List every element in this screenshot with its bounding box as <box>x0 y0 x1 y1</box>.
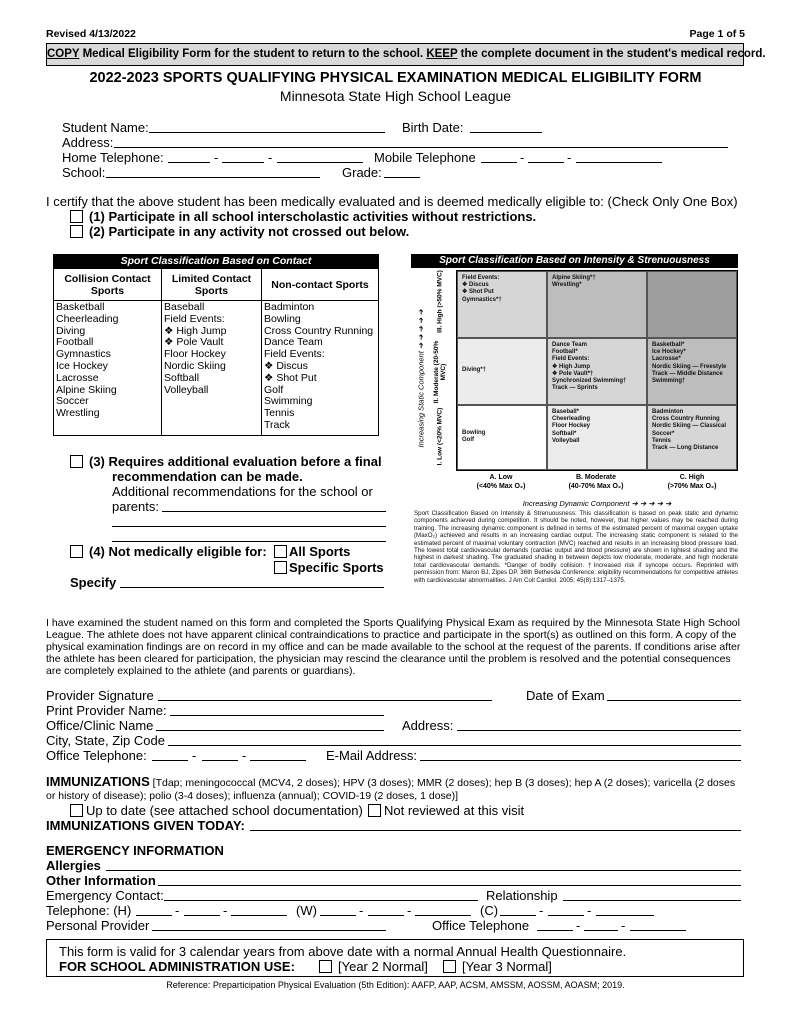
cell-low-high: Badminton Cross Country Running Nordic Skiing — Classical Soccer* Tennis Track — Long Distance <box>647 405 737 470</box>
list-item: Football <box>56 336 94 349</box>
limited-header: Limited Contact Sports <box>162 269 262 301</box>
year-2-option[interactable] <box>319 959 428 974</box>
cell-high-moderate: Alpine Skiing*† Wrestling* <box>547 271 647 338</box>
copy-word: COPY <box>47 48 80 60</box>
tel-c-line-field[interactable] <box>596 915 654 916</box>
list-item: Alpine Skiing <box>56 383 117 396</box>
all-sports-option[interactable] <box>274 544 350 559</box>
cell-high-low: Field Events: ❖ Discus ❖ Shot Put Gymnastics*† <box>457 271 547 338</box>
office-name-label: Office/Clinic Name <box>46 718 154 733</box>
provider-office-tel-label: Office Telephone <box>432 918 530 933</box>
col-label-high: C. High (>70% Max O₂) <box>667 474 717 490</box>
print-name-field[interactable] <box>170 715 384 716</box>
option-2-label: (2) Participate in any activity not crossed out below. <box>89 224 410 239</box>
home-tel-area-field[interactable] <box>168 162 210 163</box>
immunizations-label: IMMUNIZATIONS <box>46 774 150 789</box>
school-label: School: <box>62 165 106 180</box>
provider-tel-line-field[interactable] <box>630 930 686 931</box>
dynamic-axis-label: Increasing Dynamic Component ➔ ➔ ➔ ➔ ➔ <box>522 499 672 508</box>
list-item: ❖ Pole Vault <box>164 336 224 349</box>
provider-address-label: Address: <box>402 718 454 733</box>
reference-note: Reference: Preparticipation Physical Evaluation (5th Edition): AAFP, AAP, ACSM, AMSSM, AOSSM, AOASM; 2019. <box>166 980 625 990</box>
intensity-grid <box>456 270 738 471</box>
given-today-field[interactable] <box>250 830 741 831</box>
office-tel-area-field[interactable] <box>152 760 188 761</box>
list-item: Golf <box>264 383 284 396</box>
validity-text: This form is valid for 3 calendar years from above date with a normal Annual Health Questionnaire. <box>59 944 627 959</box>
validity-box <box>46 939 744 977</box>
option-3-line4: parents: <box>112 499 159 514</box>
list-item: Wrestling <box>56 407 100 420</box>
mobile-area-field[interactable] <box>481 162 517 163</box>
birth-date-field[interactable] <box>470 132 542 133</box>
list-item: Badminton <box>264 301 315 313</box>
mobile-line-field[interactable] <box>576 162 662 163</box>
row-label-high: III. High (>50% MVC) <box>436 270 444 333</box>
allergies-field[interactable] <box>106 870 741 871</box>
birth-date-label: Birth Date: <box>402 120 464 135</box>
list-item: Floor Hockey <box>164 348 226 361</box>
personal-provider-label: Personal Provider <box>46 918 150 933</box>
list-item: ❖ Discus <box>264 359 308 372</box>
option-3-checkbox[interactable] <box>70 455 83 468</box>
other-info-label: Other Information <box>46 873 156 888</box>
city-state-zip-label: City, State, Zip Code <box>46 733 165 748</box>
grade-field[interactable] <box>384 177 420 178</box>
exam-date-label: Date of Exam <box>526 688 605 703</box>
dash: - <box>214 150 219 165</box>
telephone-c-label: (C) <box>480 903 499 918</box>
col-label-low: A. Low (<40% Max O₂) <box>476 474 526 490</box>
up-to-date-checkbox[interactable] <box>70 804 83 817</box>
tel-w-area-field[interactable] <box>320 915 356 916</box>
list-item: Basketball <box>56 301 105 313</box>
list-item: Cross Country Running <box>264 324 374 337</box>
contact-table-title: Sport Classification Based on Contact <box>54 255 379 269</box>
list-item: ❖ Shot Put <box>264 371 317 384</box>
intensity-title-bar: Sport Classification Based on Intensity & Strenuousness <box>411 254 738 268</box>
specific-sports-checkbox[interactable] <box>274 561 287 574</box>
cell-high-high <box>647 271 737 338</box>
noncontact-list <box>262 301 379 436</box>
school-field[interactable] <box>106 177 320 178</box>
emergency-contact-label: Emergency Contact: <box>46 888 164 903</box>
limited-list <box>162 301 262 436</box>
tel-c-prefix-field[interactable] <box>548 915 584 916</box>
provider-tel-prefix-field[interactable] <box>584 930 618 931</box>
dash: - <box>268 150 273 165</box>
specific-sports-label: Specific Sports <box>289 560 384 575</box>
tel-h-line-field[interactable] <box>231 915 287 916</box>
cell-moderate-moderate: Dance Team Football* Field Events: ❖ High Jump ❖ Pole Vault*† Synchronized Swimming† Track — Sprints <box>547 338 647 405</box>
dash: - <box>576 918 581 933</box>
dash: - <box>587 903 592 918</box>
dash: - <box>407 903 412 918</box>
year-2-checkbox[interactable] <box>319 960 332 973</box>
form-title: 2022-2023 SPORTS QUALIFYING PHYSICAL EXAMINATION MEDICAL ELIGIBILITY FORM <box>89 70 702 86</box>
col-label-moderate: B. Moderate (40-70% Max O₂) <box>568 474 624 490</box>
provider-tel-area-field[interactable] <box>537 930 573 931</box>
specify-label: Specify <box>70 575 117 590</box>
dash: - <box>621 918 626 933</box>
admin-use-label: FOR SCHOOL ADMINISTRATION USE: <box>59 959 295 974</box>
option-3-line2: recommendation can be made. <box>112 469 303 484</box>
tel-c-area-field[interactable] <box>500 915 536 916</box>
list-item: Diving <box>56 324 86 337</box>
tel-w-prefix-field[interactable] <box>368 915 404 916</box>
dash: - <box>359 903 364 918</box>
revised-date: Revised 4/13/2022 <box>46 28 136 40</box>
exam-statement: I have examined the student named on this form and completed the Sports Qualifying Physical Exam as required by the Minnesota State High School League. The athlete does not have apparent clinical contraindications to practice and participate in the sport(s) as outlined on this form. A copy of the physical examination findings are on record in my office and can be made available to the school at the request of the parents. If conditions arise after the athlete has been cleared for participation, the physician may rescind the clearance until the problem is resolved and the potential consequences are completely explained to the athlete (and parents or guardians). <box>46 617 741 677</box>
year-3-label: [Year 3 Normal] <box>462 959 552 974</box>
office-name-field[interactable] <box>156 730 384 731</box>
email-field[interactable] <box>420 760 741 761</box>
allergies-label: Allergies <box>46 858 101 873</box>
immunizations-block <box>46 776 746 802</box>
office-telephone-label: Office Telephone: <box>46 748 147 763</box>
collision-header: Collision Contact Sports <box>54 269 162 301</box>
contact-classification-table <box>53 254 379 436</box>
list-item: Volleyball <box>164 383 209 396</box>
recommendations-field[interactable] <box>162 511 386 512</box>
copy-keep-banner <box>46 43 766 66</box>
certify-statement: I certify that the above student has been medically evaluated and is deemed medically eligible to: (Check Only One Box) <box>46 194 738 209</box>
specify-field[interactable] <box>120 587 384 588</box>
provider-address-field[interactable] <box>457 730 741 731</box>
relationship-label: Relationship <box>486 888 558 903</box>
row-label-moderate: II. Moderate (20-50% MVC) <box>433 340 447 404</box>
recommendations-field-3[interactable] <box>112 541 386 542</box>
cell-moderate-low: Diving*† <box>457 338 547 405</box>
list-item: Dance Team <box>264 336 323 349</box>
noncontact-header: Non-contact Sports <box>262 269 379 301</box>
year-2-label: [Year 2 Normal] <box>338 959 428 974</box>
address-field[interactable] <box>114 147 728 148</box>
dash: - <box>242 748 247 763</box>
dash: - <box>175 903 180 918</box>
cell-low-low: Bowling Golf <box>457 405 547 470</box>
option-4[interactable] <box>70 544 267 559</box>
provider-signature-field[interactable] <box>158 700 492 701</box>
home-tel-line-field[interactable] <box>277 162 363 163</box>
list-item: Cheerleading <box>56 312 119 325</box>
tel-h-area-field[interactable] <box>136 915 172 916</box>
given-today-label: IMMUNIZATIONS GIVEN TODAY: <box>46 818 245 833</box>
provider-signature-label: Provider Signature <box>46 688 154 703</box>
list-item: Lacrosse <box>56 371 99 384</box>
relationship-field[interactable] <box>563 900 741 901</box>
dash: - <box>192 748 197 763</box>
email-label: E-Mail Address: <box>326 748 418 763</box>
option-3-line1: (3) Requires additional evaluation before a final <box>89 454 382 469</box>
option-1-checkbox[interactable] <box>70 210 83 223</box>
student-name-label: Student Name: <box>62 120 149 135</box>
list-item: Gymnastics <box>56 348 111 361</box>
list-item: Tennis <box>264 407 295 420</box>
list-item: Field Events: <box>264 348 325 361</box>
office-tel-line-field[interactable] <box>250 760 306 761</box>
cell-moderate-high: Basketball* Ice Hockey* Lacrosse* Nordic Skiing — Freestyle Track — Middle Distance Swimming† <box>647 338 737 405</box>
list-item: Track <box>264 418 290 431</box>
not-reviewed-label: Not reviewed at this visit <box>384 803 525 818</box>
all-sports-label: All Sports <box>289 544 351 559</box>
dash: - <box>520 150 525 165</box>
row-label-low: I. Low (<20% MVC) <box>436 407 444 466</box>
cell-low-moderate: Baseball* Cheerleading Floor Hockey Softball* Volleyball <box>547 405 647 470</box>
banner-end: the complete document in the student's medical record. <box>457 48 766 60</box>
address-label: Address: <box>62 135 114 150</box>
form-subtitle: Minnesota State High School League <box>279 88 512 104</box>
tel-h-prefix-field[interactable] <box>184 915 220 916</box>
option-2[interactable] <box>70 224 409 239</box>
keep-word: KEEP <box>426 48 458 60</box>
exam-date-field[interactable] <box>607 700 741 701</box>
all-sports-checkbox[interactable] <box>274 545 287 558</box>
specific-sports-option[interactable] <box>274 560 384 575</box>
page-number: Page 1 of 5 <box>689 28 745 40</box>
other-info-field[interactable] <box>158 885 741 886</box>
option-2-checkbox[interactable] <box>70 225 83 238</box>
list-item: ❖ High Jump <box>164 324 227 337</box>
option-4-label: (4) Not medically eligible for: <box>89 544 267 559</box>
grade-label: Grade: <box>342 165 382 180</box>
tel-w-line-field[interactable] <box>415 915 471 916</box>
list-item: Baseball <box>164 301 205 313</box>
immunizations-detail: [Tdap; meningococcal (MCV4, 2 doses); HPV (3 doses); MMR (2 doses); hep B (3 doses); hep A (2 doses); varicella (2 doses or history of disease); polio (3-4 doses); influenza (annual); COVID-19 (2 doses, 1 dose)] <box>46 777 736 802</box>
list-item: Swimming <box>264 395 313 408</box>
mobile-telephone-label: Mobile Telephone <box>374 150 476 165</box>
up-to-date-label: Up to date (see attached school documentation) <box>86 803 363 818</box>
not-reviewed-option[interactable] <box>368 803 524 818</box>
dash: - <box>567 150 572 165</box>
not-reviewed-checkbox[interactable] <box>368 804 381 817</box>
emergency-title: EMERGENCY INFORMATION <box>46 843 224 858</box>
home-telephone-label: Home Telephone: <box>62 150 164 165</box>
year-3-option[interactable] <box>443 959 552 974</box>
home-tel-prefix-field[interactable] <box>222 162 264 163</box>
list-item: Bowling <box>264 312 301 325</box>
student-name-field[interactable] <box>149 132 385 133</box>
telephone-h-label: Telephone: (H) <box>46 903 132 918</box>
recommendations-field-2[interactable] <box>112 526 386 527</box>
dash: - <box>539 903 544 918</box>
emergency-contact-field[interactable] <box>164 900 478 901</box>
option-1-label: (1) Participate in all school interscholastic activities without restrictions. <box>89 209 537 224</box>
collision-list <box>54 301 162 436</box>
mobile-prefix-field[interactable] <box>528 162 564 163</box>
print-name-label: Print Provider Name: <box>46 703 167 718</box>
telephone-w-label: (W) <box>296 903 317 918</box>
option-1[interactable] <box>70 209 536 224</box>
list-item: Field Events: <box>164 312 225 325</box>
static-axis-label: Increasing Static Component ➔ ➔ ➔ ➔ ➔ <box>416 309 426 448</box>
option-3-line3: Additional recommendations for the school or <box>112 484 373 499</box>
year-3-checkbox[interactable] <box>443 960 456 973</box>
up-to-date-option[interactable] <box>70 803 363 818</box>
list-item: Soccer <box>56 395 89 408</box>
office-tel-prefix-field[interactable] <box>202 760 238 761</box>
personal-provider-field[interactable] <box>152 930 386 931</box>
city-state-zip-field[interactable] <box>168 745 741 746</box>
list-item: Nordic Skiing <box>164 359 226 372</box>
list-item: Softball <box>164 371 200 384</box>
option-3[interactable] <box>70 454 382 469</box>
dash: - <box>223 903 228 918</box>
list-item: Ice Hockey <box>56 359 108 372</box>
option-4-checkbox[interactable] <box>70 545 83 558</box>
banner-middle: Medical Eligibility Form for the student to return to the school. <box>79 48 427 60</box>
intensity-fine-print: Sport Classification Based on Intensity & Strenuousness: This classification is based on peak static and dynamic components achieved during competition. It should be noted, however, that higher values may be reached during training. The increasing dynamic component is defined in terms of the estimated percent of maximal oxygen uptake (MaxO₂) achieved and results in an increasing cardiac output. The increasing static component is related to the estimated percent of maximal voluntary contraction (MVC) reached and results in an increasing blood pressure load. The lowest total cardiovascular demands (cardiac output and blood pressure) are shown in lightest shading and the highest in darkest shading. The graduated shading in between depicts low moderate, moderate, and high moderate total cardiovascular demands. *Danger of bodily collision. †Increased risk if syncope occurs. Reprinted with permission from: Maron BJ, Zipes DP. 36th Bethesda Conference: eligibility recommendations for competitive athletes with cardiovascular abnormalities. J Am Coll Cardiol. 2005; 45(8):1317–1375. <box>414 510 738 584</box>
